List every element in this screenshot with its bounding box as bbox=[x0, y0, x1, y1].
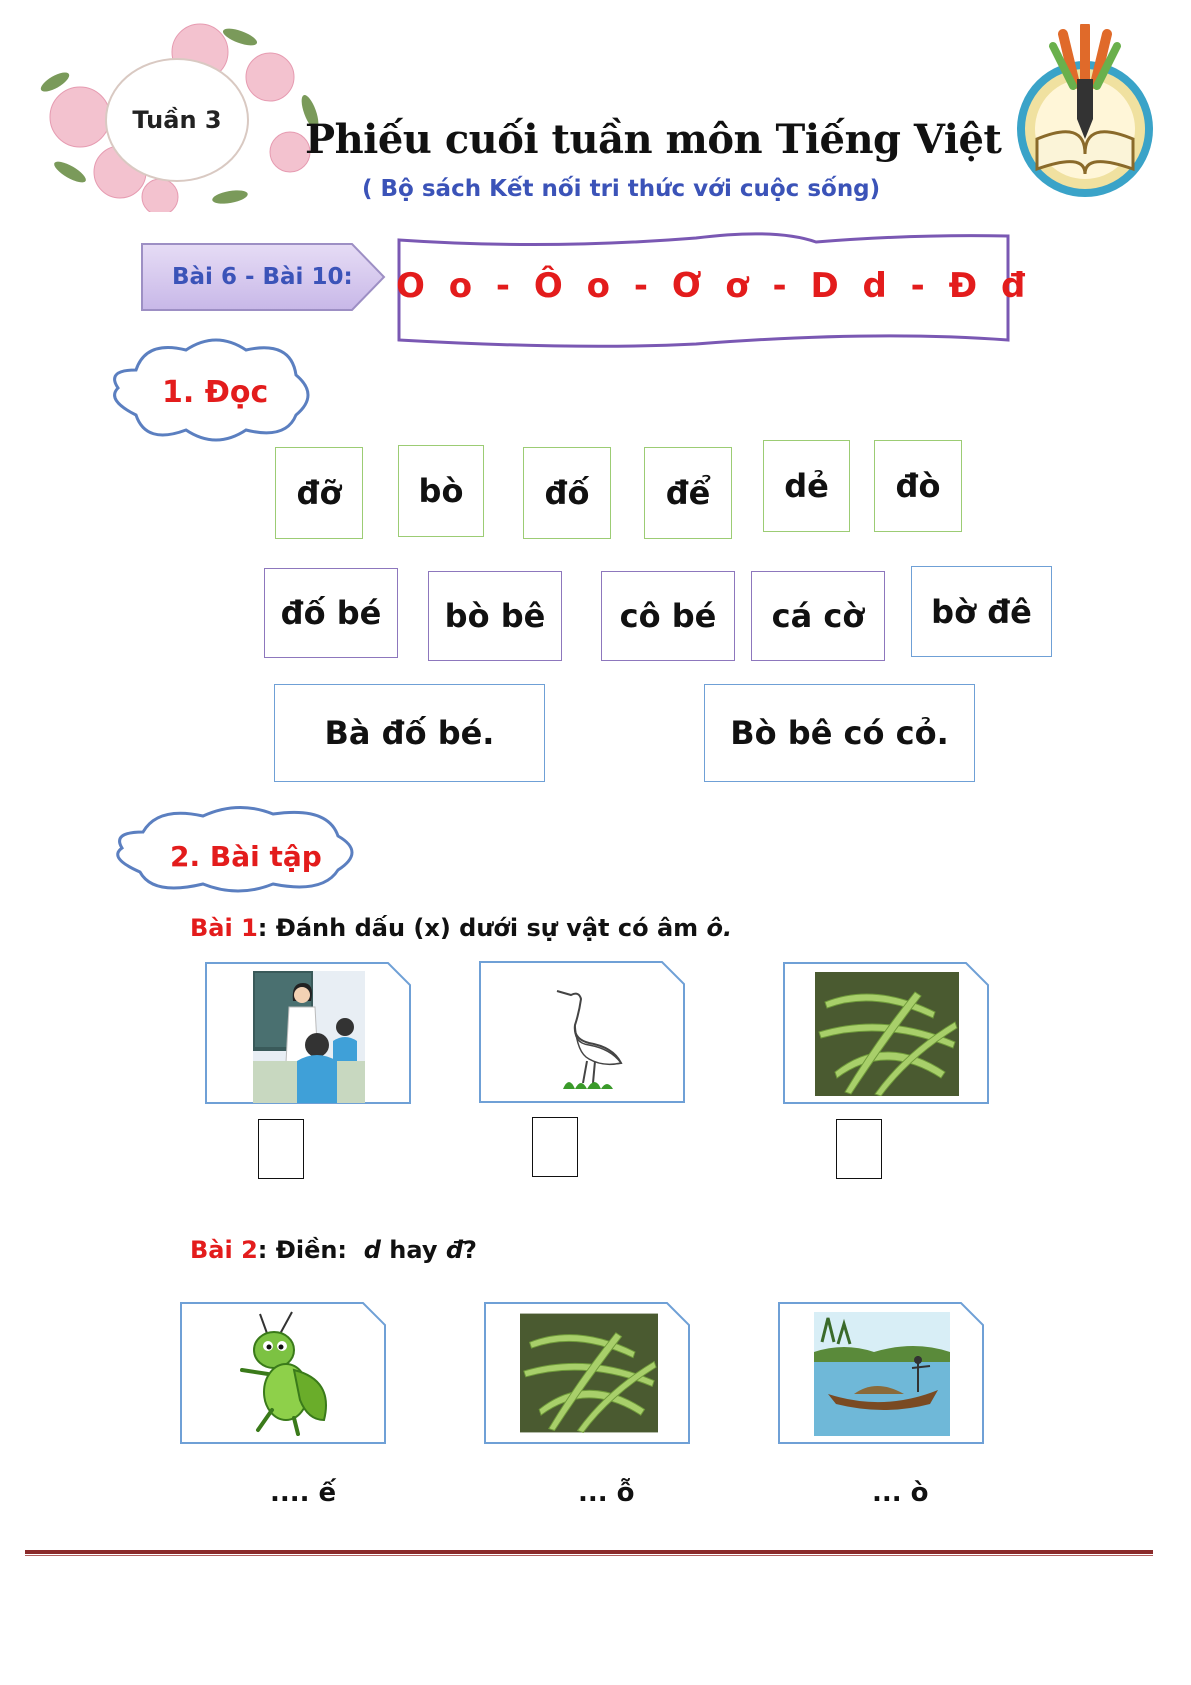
exercise-2-card-beans bbox=[484, 1302, 690, 1444]
reading-heading: 1. Đọc bbox=[162, 375, 269, 410]
green-beans-picture bbox=[815, 972, 959, 1096]
exercise-1-card-teacher bbox=[205, 962, 411, 1104]
exercise-2-option-a: d bbox=[363, 1236, 381, 1264]
exercise-2-option-b: đ bbox=[445, 1236, 464, 1264]
week-badge bbox=[105, 58, 249, 182]
lesson-letters: O o - Ô o - Ơ ơ - D d - Đ đ bbox=[396, 266, 1032, 306]
week-label: Tuần 3 bbox=[132, 106, 222, 134]
exercise-2-instruction: : Điền: bbox=[257, 1236, 348, 1264]
green-beans-picture bbox=[520, 1310, 658, 1436]
heron-picture bbox=[549, 983, 629, 1091]
word-box: để bbox=[644, 447, 732, 539]
boat-picture bbox=[814, 1312, 950, 1436]
exercise-2-connector: hay bbox=[389, 1236, 438, 1264]
worksheet-title: Phiếu cuối tuần môn Tiếng Việt bbox=[305, 116, 1002, 163]
exercise-1-card-heron bbox=[479, 961, 685, 1103]
answer-checkbox-1[interactable] bbox=[258, 1119, 304, 1179]
exercise-2-question-mark: ? bbox=[463, 1236, 477, 1264]
blank-1[interactable]: .... ế bbox=[270, 1478, 337, 1508]
cricket-picture bbox=[224, 1310, 344, 1438]
sentence-box: Bò bê có cỏ. bbox=[704, 684, 975, 782]
word-box: bò bbox=[398, 445, 484, 537]
blank-3[interactable]: ... ò bbox=[872, 1478, 929, 1508]
word-box: dẻ bbox=[763, 440, 850, 532]
exercise-1-label: Bài 1 bbox=[190, 914, 258, 942]
exercise-heading: 2. Bài tập bbox=[170, 840, 322, 873]
phrase-box: cá cờ bbox=[751, 571, 885, 661]
answer-checkbox-3[interactable] bbox=[836, 1119, 882, 1179]
word-box: đố bbox=[523, 447, 611, 539]
answer-checkbox-2[interactable] bbox=[532, 1117, 578, 1177]
phrase-box: bờ đê bbox=[911, 566, 1052, 657]
exercise-1-target: ô. bbox=[706, 914, 733, 942]
exercise-1-title bbox=[190, 914, 732, 942]
phrase-box: đố bé bbox=[264, 568, 398, 658]
exercise-2-title bbox=[190, 1236, 477, 1264]
phrase-box: cô bé bbox=[601, 571, 735, 661]
footer-divider bbox=[25, 1550, 1153, 1557]
sentence-box: Bà đố bé. bbox=[274, 684, 545, 782]
blank-2[interactable]: ... ỗ bbox=[578, 1478, 635, 1508]
exercise-1-card-beans bbox=[783, 962, 989, 1104]
book-pen-logo bbox=[1015, 24, 1155, 202]
lesson-range-label: Bài 6 - Bài 10: bbox=[172, 264, 353, 290]
word-box: đỡ bbox=[275, 447, 363, 539]
exercise-2-card-cricket bbox=[180, 1302, 386, 1444]
exercise-2-label: Bài 2 bbox=[190, 1236, 258, 1264]
exercise-1-instruction: : Đánh dấu (x) dưới sự vật có âm bbox=[257, 914, 699, 942]
teacher-classroom-picture bbox=[253, 971, 365, 1103]
worksheet-subtitle: ( Bộ sách Kết nối tri thức với cuộc sống) bbox=[362, 176, 881, 202]
exercise-2-card-boat bbox=[778, 1302, 984, 1444]
word-box: đò bbox=[874, 440, 962, 532]
phrase-box: bò bê bbox=[428, 571, 562, 661]
